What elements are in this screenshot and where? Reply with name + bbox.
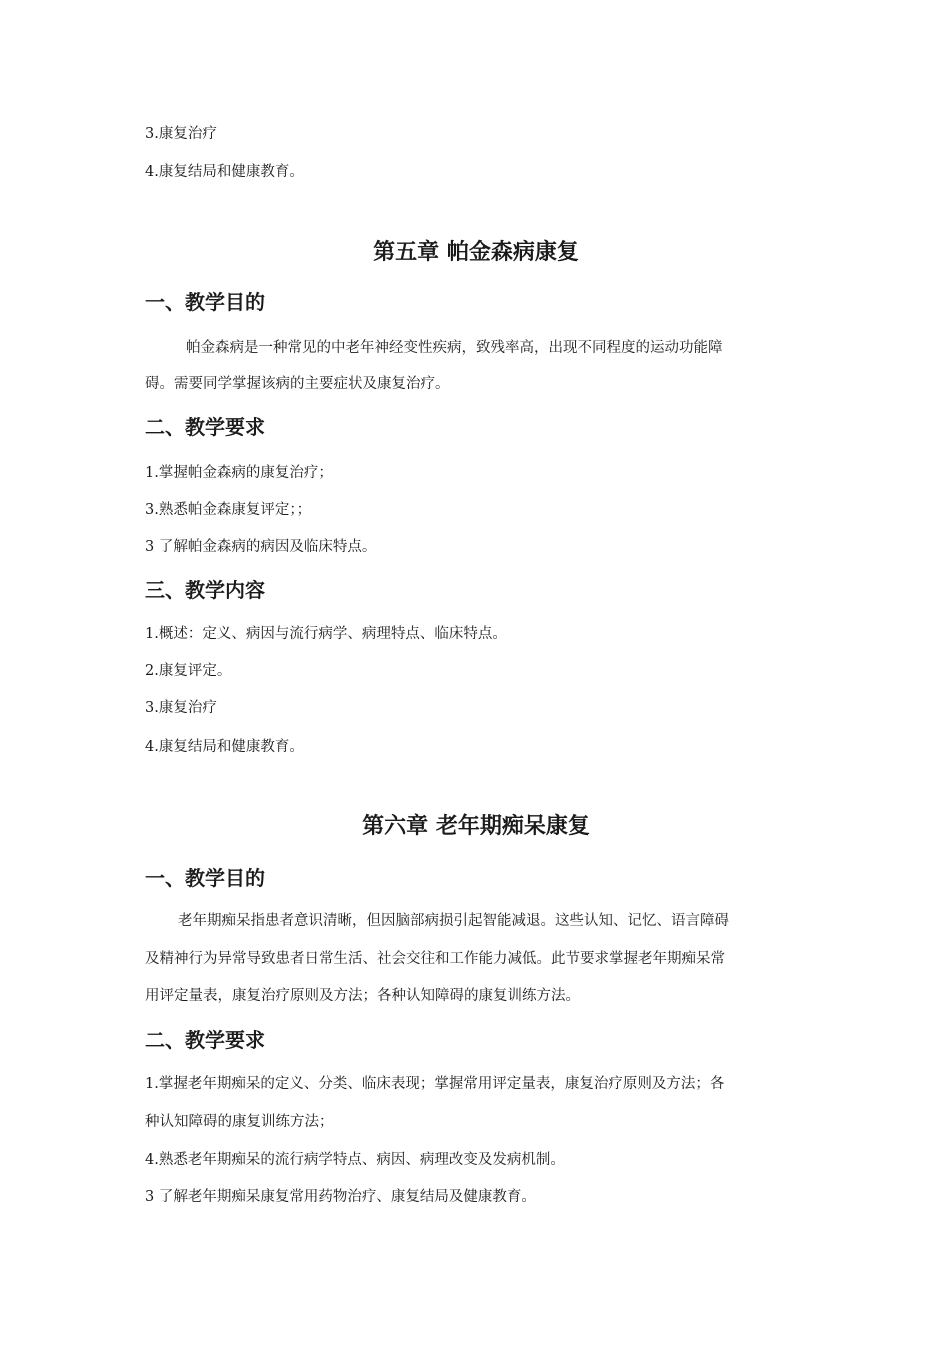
list-item: 3 了解老年期痴呆康复常用药物治疗、康复结局及健康教育。 <box>145 1189 536 1205</box>
list-item: 4.康复结局和健康教育。 <box>145 164 304 180</box>
list-item: 4.康复结局和健康教育。 <box>145 739 304 755</box>
section-heading: 二、教学要求 <box>145 415 265 439</box>
chapter-title: 第六章 老年期痴呆康复 <box>362 814 590 839</box>
list-item-line: 1.掌握老年期痴呆的定义、分类、临床表现；掌握常用评定量表，康复治疗原则及方法；各 <box>145 1076 725 1092</box>
paragraph-line: 帕金森病是一种常见的中老年神经变性疾病，致残率高，出现不同程度的运动功能障 <box>186 340 723 356</box>
paragraph-line: 碍。需要同学掌握该病的主要症状及康复治疗。 <box>145 376 450 392</box>
paragraph-line: 老年期痴呆指患者意识清晰，但因脑部病损引起智能减退。这些认知、记忆、语言障碍 <box>178 913 729 929</box>
paragraph-line: 及精神行为异常导致患者日常生活、社会交往和工作能力减低。此节要求掌握老年期痴呆常 <box>145 951 725 967</box>
list-item-line: 种认知障碍的康复训练方法； <box>145 1114 334 1130</box>
list-item: 3.康复治疗 <box>145 700 217 716</box>
section-heading: 三、教学内容 <box>145 578 265 602</box>
list-item: 3.康复治疗 <box>145 126 217 142</box>
paragraph-line: 用评定量表，康复治疗原则及方法；各种认知障碍的康复训练方法。 <box>145 988 580 1004</box>
list-item: 3.熟悉帕金森康复评定；； <box>145 502 312 518</box>
section-heading: 一、教学目的 <box>145 866 265 890</box>
chapter-title: 第五章 帕金森病康复 <box>373 240 579 265</box>
list-item: 1.概述：定义、病因与流行病学、病理特点、临床特点。 <box>145 626 507 642</box>
list-item: 4.熟悉老年期痴呆的流行病学特点、病因、病理改变及发病机制。 <box>145 1152 565 1168</box>
list-item: 1.掌握帕金森病的康复治疗； <box>145 465 333 481</box>
section-heading: 一、教学目的 <box>145 290 265 314</box>
list-item: 3 了解帕金森病的病因及临床特点。 <box>145 539 377 555</box>
section-heading: 二、教学要求 <box>145 1028 265 1052</box>
list-item: 2.康复评定。 <box>145 663 232 679</box>
